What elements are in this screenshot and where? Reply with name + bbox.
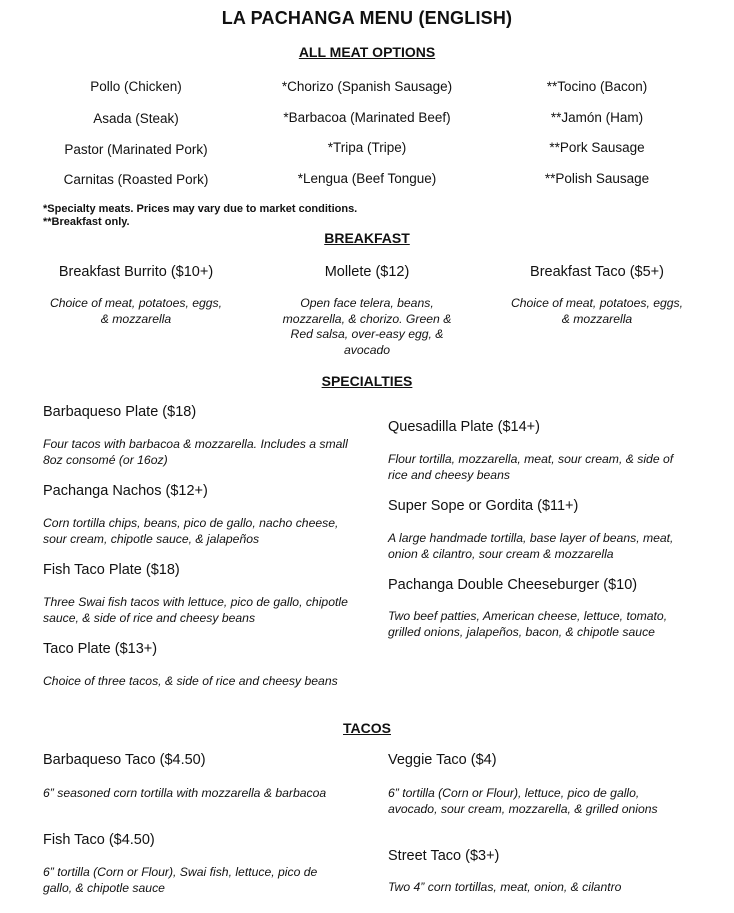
- breakfast-item-name: Mollete ($12): [324, 264, 410, 280]
- breakfast-item-name: Breakfast Taco ($5+): [530, 264, 664, 280]
- specialty-item-desc: Three Swai fish tacos with lettuce, pico de gallo, chipotle sauce, & side of rice and cheesy beans: [43, 595, 348, 625]
- breakfast-item-name: Breakfast Burrito ($10+): [58, 264, 214, 280]
- specialty-item-name: Taco Plate ($13+): [43, 641, 158, 657]
- specialty-item-desc: Two beef patties, American cheese, lettuce, tomato, grilled onions, jalapeños, bacon, & chipotle sauce: [388, 609, 668, 639]
- meat-item: *Barbacoa (Marinated Beef): [283, 110, 451, 125]
- specialty-item-desc: Choice of three tacos, & side of rice and cheesy beans: [43, 674, 338, 688]
- breakfast-note: **Breakfast only.: [43, 216, 130, 228]
- specialty-item-name: Pachanga Nachos ($12+): [43, 483, 208, 499]
- taco-item-desc: 6” tortilla (Corn or Flour), lettuce, pico de gallo, avocado, sour cream, mozzarella, & grilled onions: [388, 786, 658, 816]
- specialty-item-desc: Corn tortilla chips, beans, pico de gallo, nacho cheese, sour cream, chipotle sauce, & jalapeños: [43, 516, 339, 546]
- specialty-item-desc: Four tacos with barbacoa & mozzarella. Includes a small 8oz consomé (or 16oz): [43, 437, 348, 467]
- meat-item: **Polish Sausage: [544, 171, 650, 186]
- specialty-item-desc: A large handmade tortilla, base layer of beans, meat, onion & cilantro, sour cream & mozzarella: [388, 531, 674, 561]
- tacos-heading: TACOS: [343, 720, 391, 736]
- taco-item-name: Barbaqueso Taco ($4.50): [43, 752, 206, 768]
- specialty-item-desc: Flour tortilla, mozzarella, meat, sour cream, & side of rice and cheesy beans: [388, 452, 674, 482]
- breakfast-item-desc: Choice of meat, potatoes, eggs, & mozzarella: [49, 296, 223, 326]
- meat-item: *Chorizo (Spanish Sausage): [281, 79, 453, 94]
- meat-item: *Lengua (Beef Tongue): [297, 171, 437, 186]
- taco-item-desc: 6” seasoned corn tortilla with mozzarella & barbacoa: [43, 786, 327, 800]
- meat-item: Pollo (Chicken): [90, 79, 182, 94]
- specialty-note: *Specialty meats. Prices may vary due to market conditions.: [43, 203, 358, 215]
- breakfast-item-desc: Open face telera, beans, mozzarella, & chorizo. Green & Red salsa, over-easy egg, & avocado: [282, 296, 452, 357]
- page-title: LA PACHANGA MENU (ENGLISH): [221, 8, 513, 28]
- meat-heading: ALL MEAT OPTIONS: [298, 44, 436, 60]
- specialties-heading: SPECIALTIES: [321, 373, 413, 389]
- breakfast-heading: BREAKFAST: [324, 230, 410, 246]
- meat-item: Asada (Steak): [93, 111, 179, 126]
- specialty-item-name: Super Sope or Gordita ($11+): [388, 498, 579, 514]
- breakfast-item-desc: Choice of meat, potatoes, eggs, & mozzarella: [510, 296, 684, 326]
- specialty-item-name: Pachanga Double Cheeseburger ($10): [388, 577, 638, 593]
- taco-item-name: Fish Taco ($4.50): [43, 832, 155, 848]
- meat-item: Pastor (Marinated Pork): [64, 142, 208, 157]
- taco-item-name: Street Taco ($3+): [388, 848, 500, 864]
- taco-item-desc: 6” tortilla (Corn or Flour), Swai fish, lettuce, pico de gallo, & chipotle sauce: [43, 865, 318, 895]
- meat-item: **Pork Sausage: [549, 140, 645, 155]
- specialty-item-name: Fish Taco Plate ($18): [43, 562, 180, 578]
- specialty-item-name: Barbaqueso Plate ($18): [43, 404, 197, 420]
- specialty-item-name: Quesadilla Plate ($14+): [388, 419, 540, 435]
- meat-item: Carnitas (Roasted Pork): [63, 172, 209, 187]
- meat-item: **Jamón (Ham): [550, 110, 644, 125]
- taco-item-desc: Two 4” corn tortillas, meat, onion, & cilantro: [388, 880, 622, 894]
- meat-item: **Tocino (Bacon): [546, 79, 648, 94]
- meat-item: *Tripa (Tripe): [327, 140, 407, 155]
- taco-item-name: Veggie Taco ($4): [388, 752, 497, 768]
